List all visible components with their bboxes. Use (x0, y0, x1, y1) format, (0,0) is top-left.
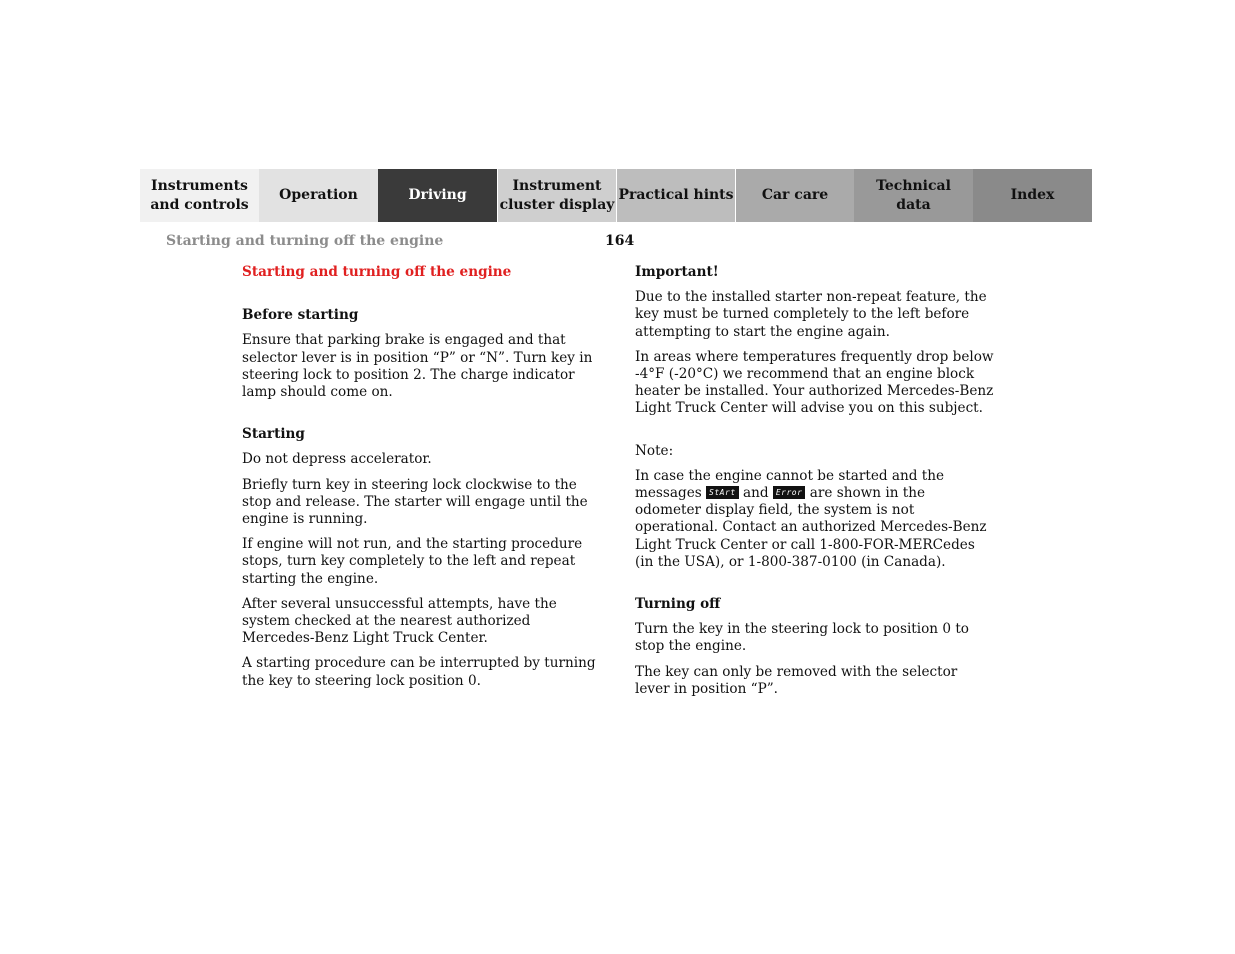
lcd-error-message: Error (773, 486, 806, 499)
tab-index[interactable]: Index (973, 169, 1092, 222)
section-header: Starting and turning off the engine (166, 233, 444, 249)
chapter-navigation (140, 169, 1095, 222)
tab-operation[interactable]: Operation (259, 169, 378, 222)
tab-instrument-cluster-display[interactable]: Instrument cluster display (497, 169, 616, 222)
tab-instruments-and-controls[interactable]: Instruments and controls (140, 169, 259, 222)
starting-text-3: If engine will not run, and the starting procedure stops, turn key completely to the left and repeat starting the engine. (242, 536, 583, 587)
page-number: 164 (605, 233, 635, 249)
turning-off-text-2: The key can only be removed with the selector lever in position “P”. (635, 663, 958, 697)
important-text-1: Due to the installed starter non-repeat feature, the key must be turned completely to the left before attempting to start the engine again. (635, 289, 987, 340)
note-text-pre: In case the engine cannot be started and the messages (635, 467, 945, 502)
tab-car-care[interactable]: Car care (735, 169, 854, 222)
starting-text-4: After several unsuccessful attempts, have the system checked at the nearest authorized Mercedes-Benz Light Truck Center. (242, 595, 557, 647)
heading-before-starting: Before starting (242, 307, 359, 324)
tab-driving[interactable]: Driving (378, 169, 497, 222)
heading-starting: Starting (242, 426, 305, 443)
tab-practical-hints[interactable]: Practical hints (616, 169, 735, 222)
heading-turning-off: Turning off (635, 596, 721, 613)
right-column (635, 264, 995, 706)
starting-text-2: Briefly turn key in steering lock clockwise to the stop and release. The starter will engage until the engine is running. (242, 476, 588, 528)
heading-important: Important! (635, 264, 719, 280)
note-text (635, 468, 995, 571)
important-text-2: In areas where temperatures frequently drop below -4°F (-20°C) we recommend that an engine block heater be installed. Your authorized Mercedes-Benz Light Truck Center will advise you on this subject. (635, 348, 994, 417)
page-title: Starting and turning off the engine (242, 264, 512, 280)
note-text-post: are shown in the odometer display field, the system is not operational. Contact an authorized Mercedes-Benz Light Truck Center or call 1-800-FOR-MERCedes (in the USA), or 1-800-387-0100 (in Canada). (635, 485, 987, 570)
left-column (242, 264, 602, 698)
lcd-start-message: StArt (706, 486, 739, 499)
starting-text-1: Do not depress accelerator. (242, 451, 432, 468)
note-label: Note: (635, 442, 674, 459)
before-starting-text: Ensure that parking brake is engaged and that selector lever is in position “P” or “N”. Turn key in steering lock to position 2. The charge indicator lamp should come on. (242, 332, 593, 401)
note-text-and: and (742, 485, 769, 502)
turning-off-text-1: Turn the key in the steering lock to position 0 to stop the engine. (635, 621, 969, 655)
tab-technical-data[interactable]: Technical data (854, 169, 973, 222)
starting-text-5: A starting procedure can be interrupted by turning the key to steering lock position 0. (242, 655, 596, 689)
